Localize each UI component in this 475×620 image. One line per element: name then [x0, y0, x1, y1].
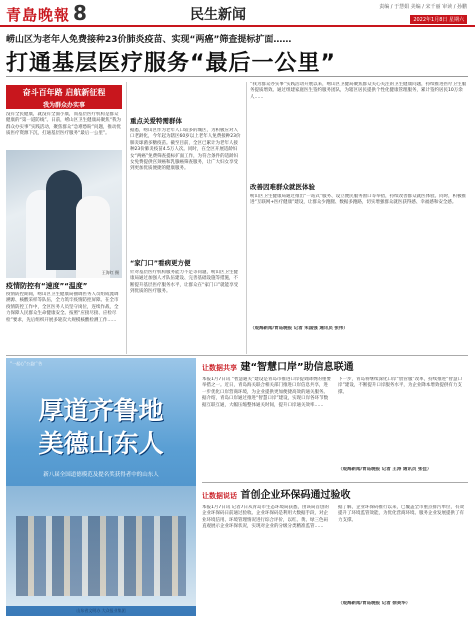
brief-2-source: 让数据说话: [202, 492, 237, 500]
photo-caption: 疫情防控有“速度”“温度”: [6, 282, 88, 290]
lead-intro: 没有全民健康，就没有全面小康，而基层医疗机构是群众健康的“第一道防线”。日前，崂山区卫生健康局聚焦“我为群众办实事”实践活动，聚焦群众“急难愁盼”问题，推动优质医疗资源下沉，打通基层医疗服务“最后一公里”。: [6, 112, 121, 137]
column-2-text-2: 针对基层医疗机构服务能力不足等问题，崂山区卫生健康局通过加强人才队伍建设、完善基础设施等措施，不断提升基层医疗服务水平，让群众在“家门口”就能享受到优质的医疗服务。: [130, 270, 239, 295]
brief-smart-port: [202, 358, 468, 485]
brief-1-byline: （观海新闻/青岛晚报 记者 王涛 通讯员 张佳）: [338, 467, 432, 472]
page-header: [0, 0, 475, 27]
editor-credits: 责编 / 于慧娟 美编 / 宋千丽 审读 / 孙鹏: [379, 4, 467, 10]
ad-group-photo: [6, 486, 196, 606]
column-3-text: “我为群众办实事”实践活动开展以来，崂山区卫健局聚焦群众关心关注的卫生健康问题，持续推进医疗卫生服务提质增效。通过组建家庭医生签约服务团队，为辖区居民提供个性化健康管理服务，累计签约居民10万余人……: [250, 82, 467, 100]
ad-people-figures: [16, 516, 186, 596]
brief-1-text-2: 下一步，青岛将继续深化口岸“放管服”改革，持续推进“智慧口岸”建设，不断提升口岸服务水平，为企业降本增效提供有力支撑。: [338, 377, 462, 395]
campaign-banner: [6, 85, 122, 109]
lead-column-3: [250, 82, 468, 332]
campaign-banner-subtitle: 我为群众办实事: [42, 102, 85, 109]
newspaper-masthead: 青島晚報: [6, 6, 71, 24]
subhead-patient-experience: 改善因难群众就医体验: [250, 183, 315, 191]
lead-column-2: [130, 82, 242, 358]
issue-date: 2022年1月8日 星期六: [410, 15, 467, 24]
brief-1-source: 让数据共享: [202, 364, 237, 372]
brief-eco-code: [202, 486, 468, 619]
lead-headline: 打通基层医疗服务“最后一公里”: [6, 51, 336, 76]
ad-tag: “一起心”公益广告: [10, 361, 43, 366]
section-divider: [6, 355, 468, 356]
subhead-elderly-care: 重点关爱特需群体: [130, 117, 182, 125]
brief-2-headline: 首创企业环保码通过验收: [240, 490, 351, 501]
lead-column-1: 疫情防控期间，崂山区卫生健康局抽调医务人员组成流调溯源、核酸采样等队伍，全力筑牢疫情防控屏障。在全市疫情防控工作中，全区医务人员坚守岗位，连续作战，全力保障人民群众生命健康安全。按照“应接尽接、应检尽检”要求，先后组织开展多轮次大规模核酸检测工作……: [6, 292, 119, 323]
public-service-ad: [6, 358, 196, 616]
photo-credit: 王海红 摄: [101, 270, 119, 275]
column-divider: [246, 82, 247, 354]
brief-2-heading: [202, 486, 468, 501]
brief-2-text: 本报1月7日讯 记者7日从青岛市生态环境局获悉，由该局首创的企业环保码日前通过验收。企业环保码是利用大数据手段，对企业环境信用、环境管理情况进行综合评价，以红、黄、绿三色码直观展示企业环保状况，实现对企业的分级分类精准监管……: [202, 505, 330, 530]
brief-2-byline: （观海新闻/青岛晚报 记者 徐美华）: [338, 601, 411, 606]
brief-1-text: 本报1月7日讯 “智慧通关”建设是青岛市推进口岸提效降费的重要举措之一。近日，青岛海关联合相关部门推进口岸信息共享，进一步优化口岸营商环境，为企业提供更加便捷高效的通关服务。据介绍，青岛口岸通过推进“智慧口岸”建设，实现口岸各环节数据互联互通，大幅压缩整体通关时间，提升口岸通关效率……: [202, 377, 331, 408]
lead-byline: （观海新闻/青岛晚报 记者 朱国强 通讯员 张伟）: [250, 326, 348, 331]
ad-footer: 山东省文明办 大众报业集团: [76, 608, 126, 613]
lead-kicker: 崂山区为老年人免费接种23价肺炎疫苗、实现“两癌”筛查提标扩面……: [6, 35, 292, 45]
column-3-text-2: 崂山区卫生健康局通过推出“一站式”服务、设立便民服务窗口等举措，持续改善群众就医体验。同时，积极推进“互联网+医疗健康”建设，让群众少跑腿、数据多跑路，切实增强群众就医获得感、幸福感和安全感。: [250, 194, 467, 206]
ad-title-line-1: 厚道齐鲁地: [38, 396, 164, 425]
brief-1-heading: [202, 358, 468, 373]
lead-photo: [6, 150, 122, 278]
column-divider: [126, 82, 127, 354]
subhead-clinic-access: “家门口”看病更方便: [130, 259, 191, 267]
photo-figure: [76, 196, 110, 278]
column-2-text: 据悉，崂山区作为老年人口较多的城区，为积极应对人口老龄化，今年起为辖区60岁以上老年人免费接种23价肺炎球菌多糖疫苗。截至目前，全区已累计为老年人接种23价肺炎疫苗4.5万人次。同时，在全区开展适龄妇女“两癌”免费筛查提标扩面工作，为符合条件的适龄妇女免费提供宫颈癌和乳腺癌筛查服务，让广大妇女享受到更加优质便捷的健康服务。: [130, 128, 241, 172]
ad-title-line-2: 美德山东人: [38, 429, 164, 458]
ad-subtitle: 新八届全国道德模范及提名奖获得者中的山东人: [43, 472, 159, 478]
section-title: 民生新闻: [190, 7, 246, 23]
headline-rule: [6, 76, 468, 77]
ad-title: [6, 394, 196, 460]
brief-divider: [202, 482, 468, 483]
page-number: 8: [73, 1, 87, 25]
campaign-banner-title: 奋斗百年路 启航新征程: [22, 88, 106, 97]
brief-1-headline: 建“智慧口岸”助信息联通: [240, 362, 354, 373]
brief-2-text-2: 据了解，企业环保码推行以来，已覆盖全市重点排污单位，有效提升了环境监管效能，为优化营商环境、服务企业发展提供了有力支撑。: [338, 505, 464, 523]
